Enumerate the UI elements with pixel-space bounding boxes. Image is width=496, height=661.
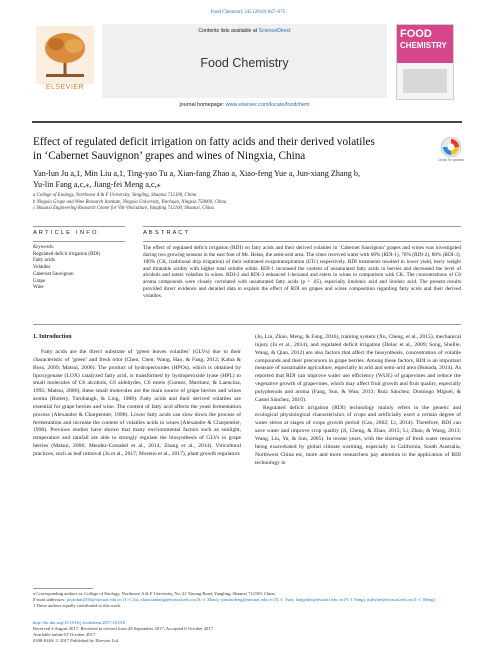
section-heading-introduction: 1. Introduction	[33, 334, 72, 340]
available-online: Available online 07 October 2017	[33, 632, 96, 637]
article-title	[33, 136, 423, 163]
abstract-rule-mid	[143, 241, 461, 242]
info-rule-mid	[33, 241, 125, 242]
intro-paragraph-right-2: Regulated deficit irrigation (RDI) technology mainly refers to the genetic and ecological physiological characteristics of crops and artificially exert a certain degree of water stress at stages of crops growth period (Cao, 2002; Li, 2014). Therefore, RDI can save water and improve crop quality (Ji, Cheng, & Zhao, 2015; Li, Zhao, & Wang, 2013; Wang, Liu, Yu, & Sun, 2005). In recent years, with the shortage of fresh water resources being exacerbated by global climate warming, especially in California, South Australia, Northwest China etc, more and more researchers pay attention to the application of RDI technology in	[255, 404, 461, 466]
top-citation[interactable]: Food Chemistry 245 (2018) 647–675	[210, 10, 286, 15]
footnote-rule	[33, 588, 93, 589]
info-rule-top	[33, 226, 125, 227]
contents-line: Contents lists available at ScienceDirect	[198, 28, 291, 34]
journal-title-box	[102, 24, 387, 98]
abstract-rule-bottom	[33, 324, 461, 325]
copyright: 0308-8146/ © 2017 Published by Elsevier Ltd.	[33, 638, 120, 643]
keyword-item: Volatiles	[33, 265, 51, 271]
journal-header	[32, 20, 462, 120]
keyword-item: Regulated deficit irrigation (RDI)	[33, 251, 101, 257]
crossmark-badge[interactable]	[440, 136, 462, 164]
elsevier-logo	[36, 26, 94, 90]
journal-name: Food Chemistry	[200, 56, 289, 70]
abstract-text: The effect of regulated deficit irrigation (RDI) on fatty acids and their derived volatiles in ‘Cabernet Sauvignon’ grapes and wines was investigated during two growing seasons in the east foot of Mt. Helan, the semi-arid area. The vines received water with 60% (RDI-1), 70% (RDI-2), 80% (RDI-3), 100% (CK, traditional drip irrigation) of their estimated evapotranspiration (ETc) respectively. RDI treatments resulted in lower yield, berry weight and titratable acidity with higher total soluble solids. RDI-1 increased the content of unsaturated fatty acids in berries and decreased the level of alcohols and esters volatiles in wines. RDI-2 and RDI-3 enhanced 1-hexanol and esters in wines in comparison with CK. The concentrations of C6 aroma compounds were closely correlated with unsaturated fatty acids (p < .05), especially linolenic acid and linoleic acid. The present results provided direct evidence and detailed data to explain the effect of RDI on grapes and wines composition regarding fatty acids and their derived volatiles.	[143, 245, 461, 299]
intro-paragraph-right-1: (Ju, Liu, Zhao, Meng, & Fang, 2016), training system (Xu, Cheng, et al., 2015), mechanical injury (Ju et al., 2014), and regulated deficit irrigation (Deluc et al., 2009; Song, Shellie, Wang, & Qian, 2012) are also factors that affect the biosynthesis, concentration of volatile compounds and their precursors in grape berries. Among these factors, RDI is an important measure of sustainable agriculture, especially in arid and semi-arid area (Bonada, 2014). As reported that RDI can improve water use efficiency (WUE) of grapevines and reduce the vegetative growth of grapevines, which may affect fruit growth and fruit quality, especially polyphenols and aroma (Fang, Sun, & Wan, 2013; Ruiz Sánchez, Domingo Miguel, & Castel Sánchez, 2010).	[255, 334, 461, 403]
abstract-rule-top	[143, 226, 461, 227]
crossmark-label: Check for updates	[438, 158, 464, 162]
homepage-link[interactable]: www.elsevier.com/locate/foodchem	[225, 102, 310, 108]
title-line-1: Effect of regulated deficit irrigation on fatty acids and their derived volatiles	[33, 136, 375, 148]
cover-title-1: FOOD	[400, 28, 432, 40]
doi-link[interactable]: http://dx.doi.org/10.1016/j.foodchem.2017.10.018	[33, 620, 126, 625]
keywords-label: Keywords:	[33, 245, 55, 250]
affiliation-c: c Shaanxi Engineering Research Center for Viti-Viniculture, Yangling 712100, Shaanxi, China	[33, 206, 214, 212]
article-info-heading: A R T I C L E I N F O	[33, 230, 97, 236]
publication-info	[33, 620, 461, 644]
crossmark-icon	[440, 136, 462, 158]
title-line-2: in ‘Cabernet Sauvignon’ grapes and wines of Ningxia, China	[33, 149, 306, 162]
publisher-name: ELSEVIER	[45, 84, 85, 91]
keywords-block	[33, 245, 133, 292]
equal-contribution-note: 1 These authors equally contributed to this work.	[33, 602, 122, 608]
homepage-line: journal homepage: www.elsevier.com/locate/foodchem	[179, 102, 310, 108]
journal-cover	[396, 24, 454, 100]
email-addresses[interactable]: juyanlun2016@nwsuaf.edu.cn (Y.-l. Ju), zhaoxianfang@nwsuaf.edu.cn (X.-f. Zhao), yuexiaofeng@nwsuaf.edu.cn (X.-f. Yue), fangyulin@nwsuaf.edu.cn (Y.-l. Fang), mjfwine@nwsuaf.edu.cn (J.-f. Meng).	[66, 596, 437, 602]
sciencedirect-link[interactable]: ScienceDirect	[258, 28, 291, 34]
cover-title-2: CHEMISTRY	[400, 41, 447, 50]
corresponding-note: ⁎ Corresponding authors at: College of Enology, Northwest A & F University, No. 22 Xinong Road, Yangling, Shaanxi 712100, China.	[33, 591, 276, 596]
footnotes	[33, 591, 461, 608]
cover-image	[403, 69, 447, 93]
affiliation-b: b Ningxia Grape and Wine Research Institute, Ningxia University, Yinchuan, Ningxia 750000, China	[33, 199, 227, 205]
email-note: E-mail addresses: juyanlun2016@nwsuaf.edu.cn (Y.-l. Ju), zhaoxianfang@nwsuaf.edu.cn (X.-f. Zhao), yuexiaofeng@nwsuaf.edu.cn (X.-f. Yue), fangyulin@nwsuaf.edu.cn (Y.-l. Fang), mjfwine@nwsuaf.edu.cn (J.-f. Meng).	[33, 596, 437, 602]
keyword-item: Cabernet Sauvignon	[33, 271, 74, 277]
right-column	[255, 334, 461, 467]
intro-paragraph-1: Fatty acids are the direct substrate of ‘green leaves volatiles’ (GLVs) due to their characteristic of ‘green’ and fresh odor (Chen, Chen, Wang, Hao, & Fang, 2012; Kalua & Boss, 2009; Matsui, 2006). The product of hydroperoxides (HPOs), which is obtained by lipoxygenase (LOX) catalyzed fatty acid, is transformed by hydroperoxide lyase (HPL) to small molecules of C6 alcohols, C6 aldehydes, C6 esters (Gomez, Martinez, & Laencina, 1995; Matsui, 2006), these small molecules are the main source of grape berries and wines aroma (Buttery, Turnbaugh, & Ling, 1988). Fatty acids and their derived volatiles are essential for grape berries and wine. The content of fatty acid affects the yeast fermentation process (Alexandre & Charpentier, 1998). Lower fatty acids can slow down the process of fermentation and increase the content of volatiles acids in wines (Alexandre & Charpentier, 1998). Previous studies have shown that many environmental factors such as sunlight, temperature and rainfall are able to strongly regulate the biosynthesis of GLVs in grape berries (Matsui, 2006; Mendez-Costabel et al., 2014; Zhang et al., 2014). Viticultural practices, such as leaf removal (Ju et al., 2017; Moreno et al., 2017), plant growth regulators	[33, 349, 241, 457]
authors-line-2: Yu-lin Fang a,c,⁎, Jiang-fei Meng a,c,⁎	[33, 180, 161, 189]
header-divider	[32, 121, 462, 123]
keyword-item: Wine	[33, 285, 44, 291]
affiliations	[33, 193, 453, 213]
received-dates: Received 4 August 2017; Received in revised form 29 September 2017; Accepted 6 October 2017	[33, 626, 213, 631]
authors-line-1: Yan-lun Ju a,1, Min Liu a,1, Ting-yao Tu a, Xian-fang Zhao a, Xiao-feng Yue a, Jun-xiang Zhang b,	[33, 169, 360, 178]
keyword-item: Fatty acids	[33, 258, 55, 264]
left-column	[33, 334, 241, 459]
author-list	[33, 168, 453, 190]
affiliation-a: a College of Enology, Northwest A & F University, Yangling, Shaanxi 712100, China	[33, 193, 197, 198]
keyword-item: Grape	[33, 278, 46, 284]
abstract-heading: A B S T R A C T	[143, 230, 189, 236]
elsevier-tree-icon	[36, 26, 94, 84]
